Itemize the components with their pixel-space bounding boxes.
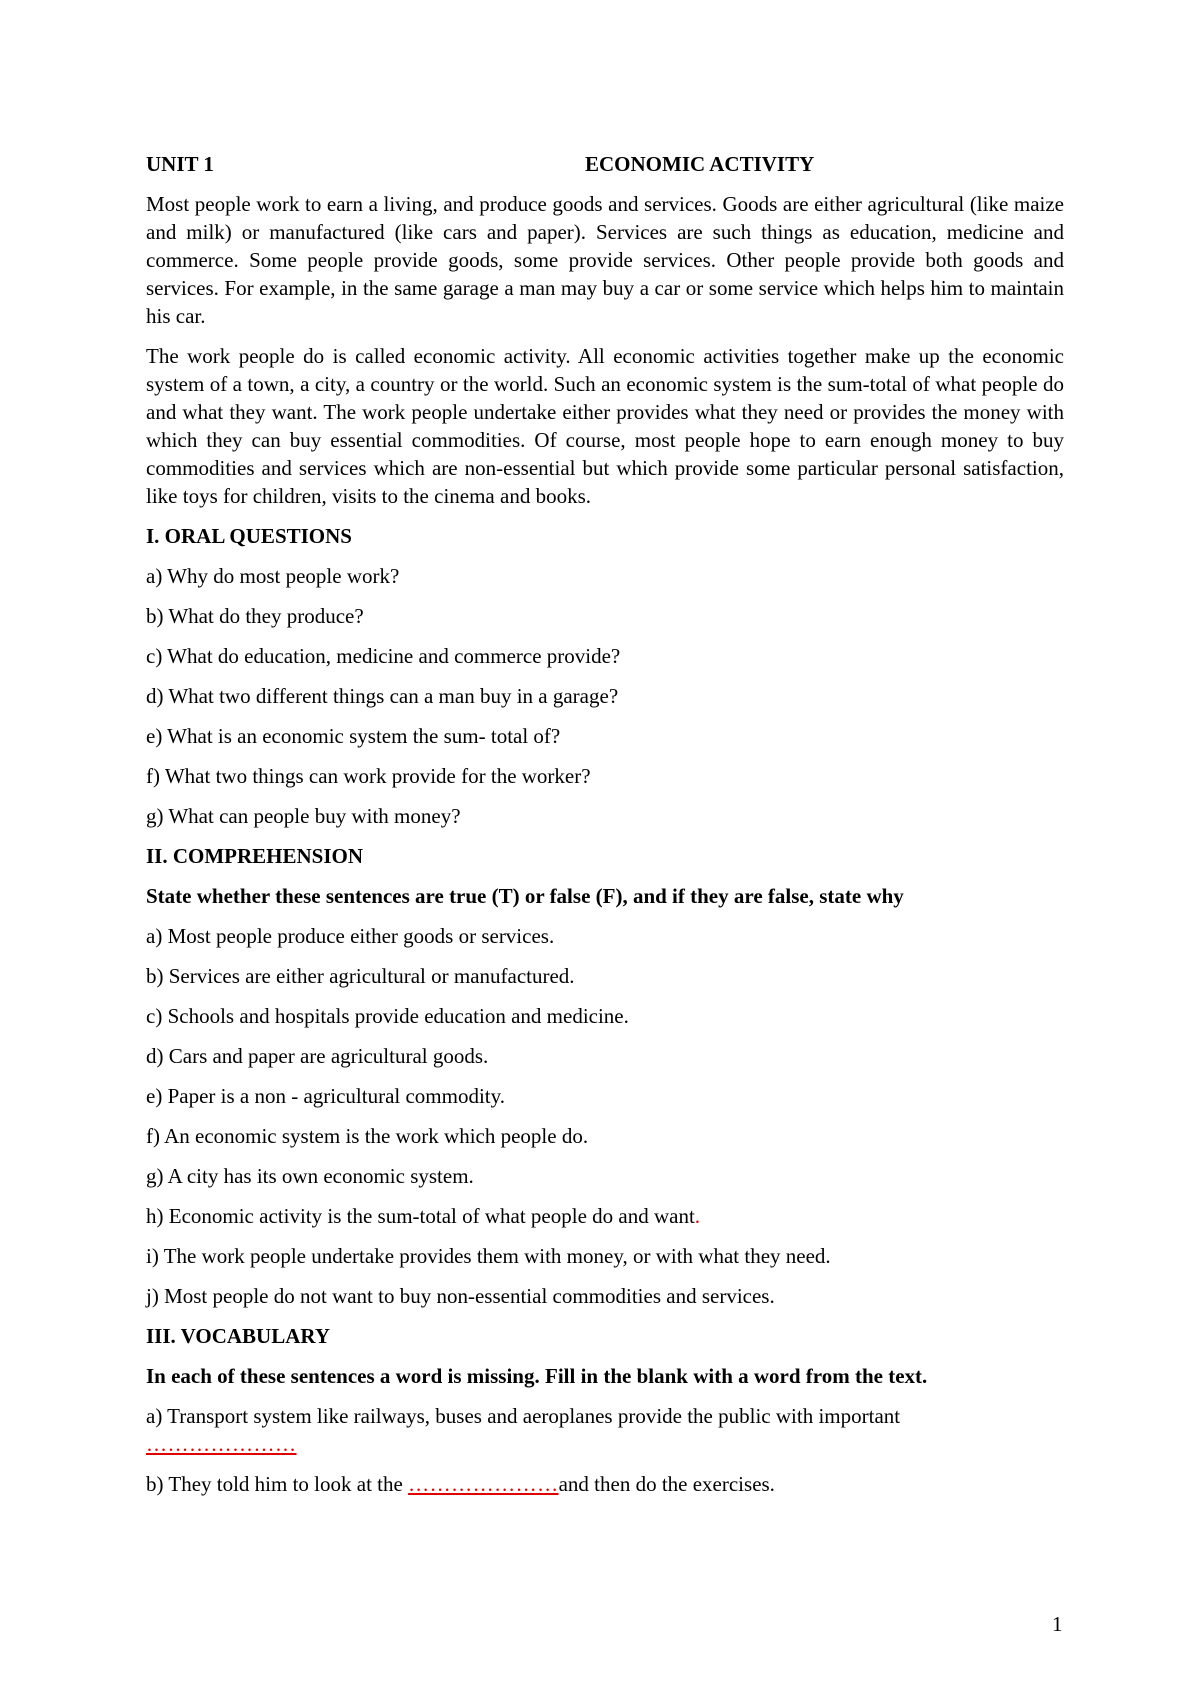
comprehension-item: g) A city has its own economic system. bbox=[146, 1164, 474, 1188]
comprehension-item: e) Paper is a non - agricultural commodity. bbox=[146, 1084, 506, 1108]
page-number: 1 bbox=[1052, 1612, 1063, 1636]
oral-question-item: e) What is an economic system the sum- total of? bbox=[146, 724, 561, 748]
unit-label: UNIT 1 bbox=[146, 152, 214, 176]
comprehension-item: d) Cars and paper are agricultural goods. bbox=[146, 1044, 489, 1068]
vocabulary-item-a bbox=[146, 1402, 1064, 1458]
paragraph-2: The work people do is called economic activity. All economic activities together make up the economic system of a town, a city, a country or the world. Such an economic system is the sum-total of what people do and what they want. The work people undertake either provides what they need or provides the money with which they can buy essential commodities. Of course, most people hope to earn enough money to buy commodities and services which are non-essential but which provide some particular personal satisfaction, like toys for children, visits to the cinema and books. bbox=[146, 344, 1064, 508]
oral-question-item: f) What two things can work provide for the worker? bbox=[146, 764, 591, 788]
document-page bbox=[146, 150, 1064, 1510]
oral-question-item: b) What do they produce? bbox=[146, 604, 364, 628]
vocabulary-blank-a[interactable]: ………………… bbox=[146, 1432, 297, 1456]
comprehension-item-h-period: . bbox=[694, 1204, 701, 1228]
vocabulary-item-a-text: a) Transport system like railways, buses and aeroplanes provide the public with important bbox=[146, 1404, 901, 1428]
oral-question-item: a) Why do most people work? bbox=[146, 564, 400, 588]
unit-title bbox=[146, 150, 1064, 178]
comprehension-item-h bbox=[146, 1202, 1064, 1230]
comprehension-item: i) The work people undertake provides them with money, or with what they need. bbox=[146, 1244, 831, 1268]
vocabulary-heading: III. VOCABULARY bbox=[146, 1324, 330, 1348]
comprehension-item: c) Schools and hospitals provide education and medicine. bbox=[146, 1004, 629, 1028]
comprehension-item: b) Services are either agricultural or manufactured. bbox=[146, 964, 575, 988]
vocabulary-item-b-before: b) They told him to look at the bbox=[146, 1472, 409, 1496]
comprehension-item: a) Most people produce either goods or services. bbox=[146, 924, 555, 948]
comprehension-heading: II. COMPREHENSION bbox=[146, 844, 364, 868]
unit-topic: ECONOMIC ACTIVITY bbox=[585, 152, 815, 176]
comprehension-item-h-text: h) Economic activity is the sum-total of what people do and want bbox=[146, 1204, 695, 1228]
vocabulary-item-b-after: and then do the exercises. bbox=[558, 1472, 775, 1496]
comprehension-instruction: State whether these sentences are true (T) or false (F), and if they are false, state why bbox=[146, 884, 904, 908]
oral-question-item: d) What two different things can a man buy in a garage? bbox=[146, 684, 619, 708]
vocabulary-item-a-blank-line bbox=[146, 1430, 1064, 1458]
comprehension-item: f) An economic system is the work which people do. bbox=[146, 1124, 589, 1148]
vocabulary-instruction: In each of these sentences a word is missing. Fill in the blank with a word from the text. bbox=[146, 1364, 928, 1388]
oral-question-item: g) What can people buy with money? bbox=[146, 804, 461, 828]
comprehension-item: j) Most people do not want to buy non-essential commodities and services. bbox=[146, 1284, 775, 1308]
paragraph-1: Most people work to earn a living, and produce goods and services. Goods are either agricultural (like maize and milk) or manufactured (like cars and paper). Services are such things as education, medicine and commerce. Some people provide goods, some provide services. Other people provide both goods and services. For example, in the same garage a man may buy a car or some service which helps him to maintain his car. bbox=[146, 192, 1064, 328]
vocabulary-blank-b[interactable]: ………………… bbox=[408, 1472, 559, 1496]
oral-question-item: c) What do education, medicine and commerce provide? bbox=[146, 644, 621, 668]
vocabulary-item-b bbox=[146, 1470, 1064, 1498]
oral-questions-heading: I. ORAL QUESTIONS bbox=[146, 524, 352, 548]
